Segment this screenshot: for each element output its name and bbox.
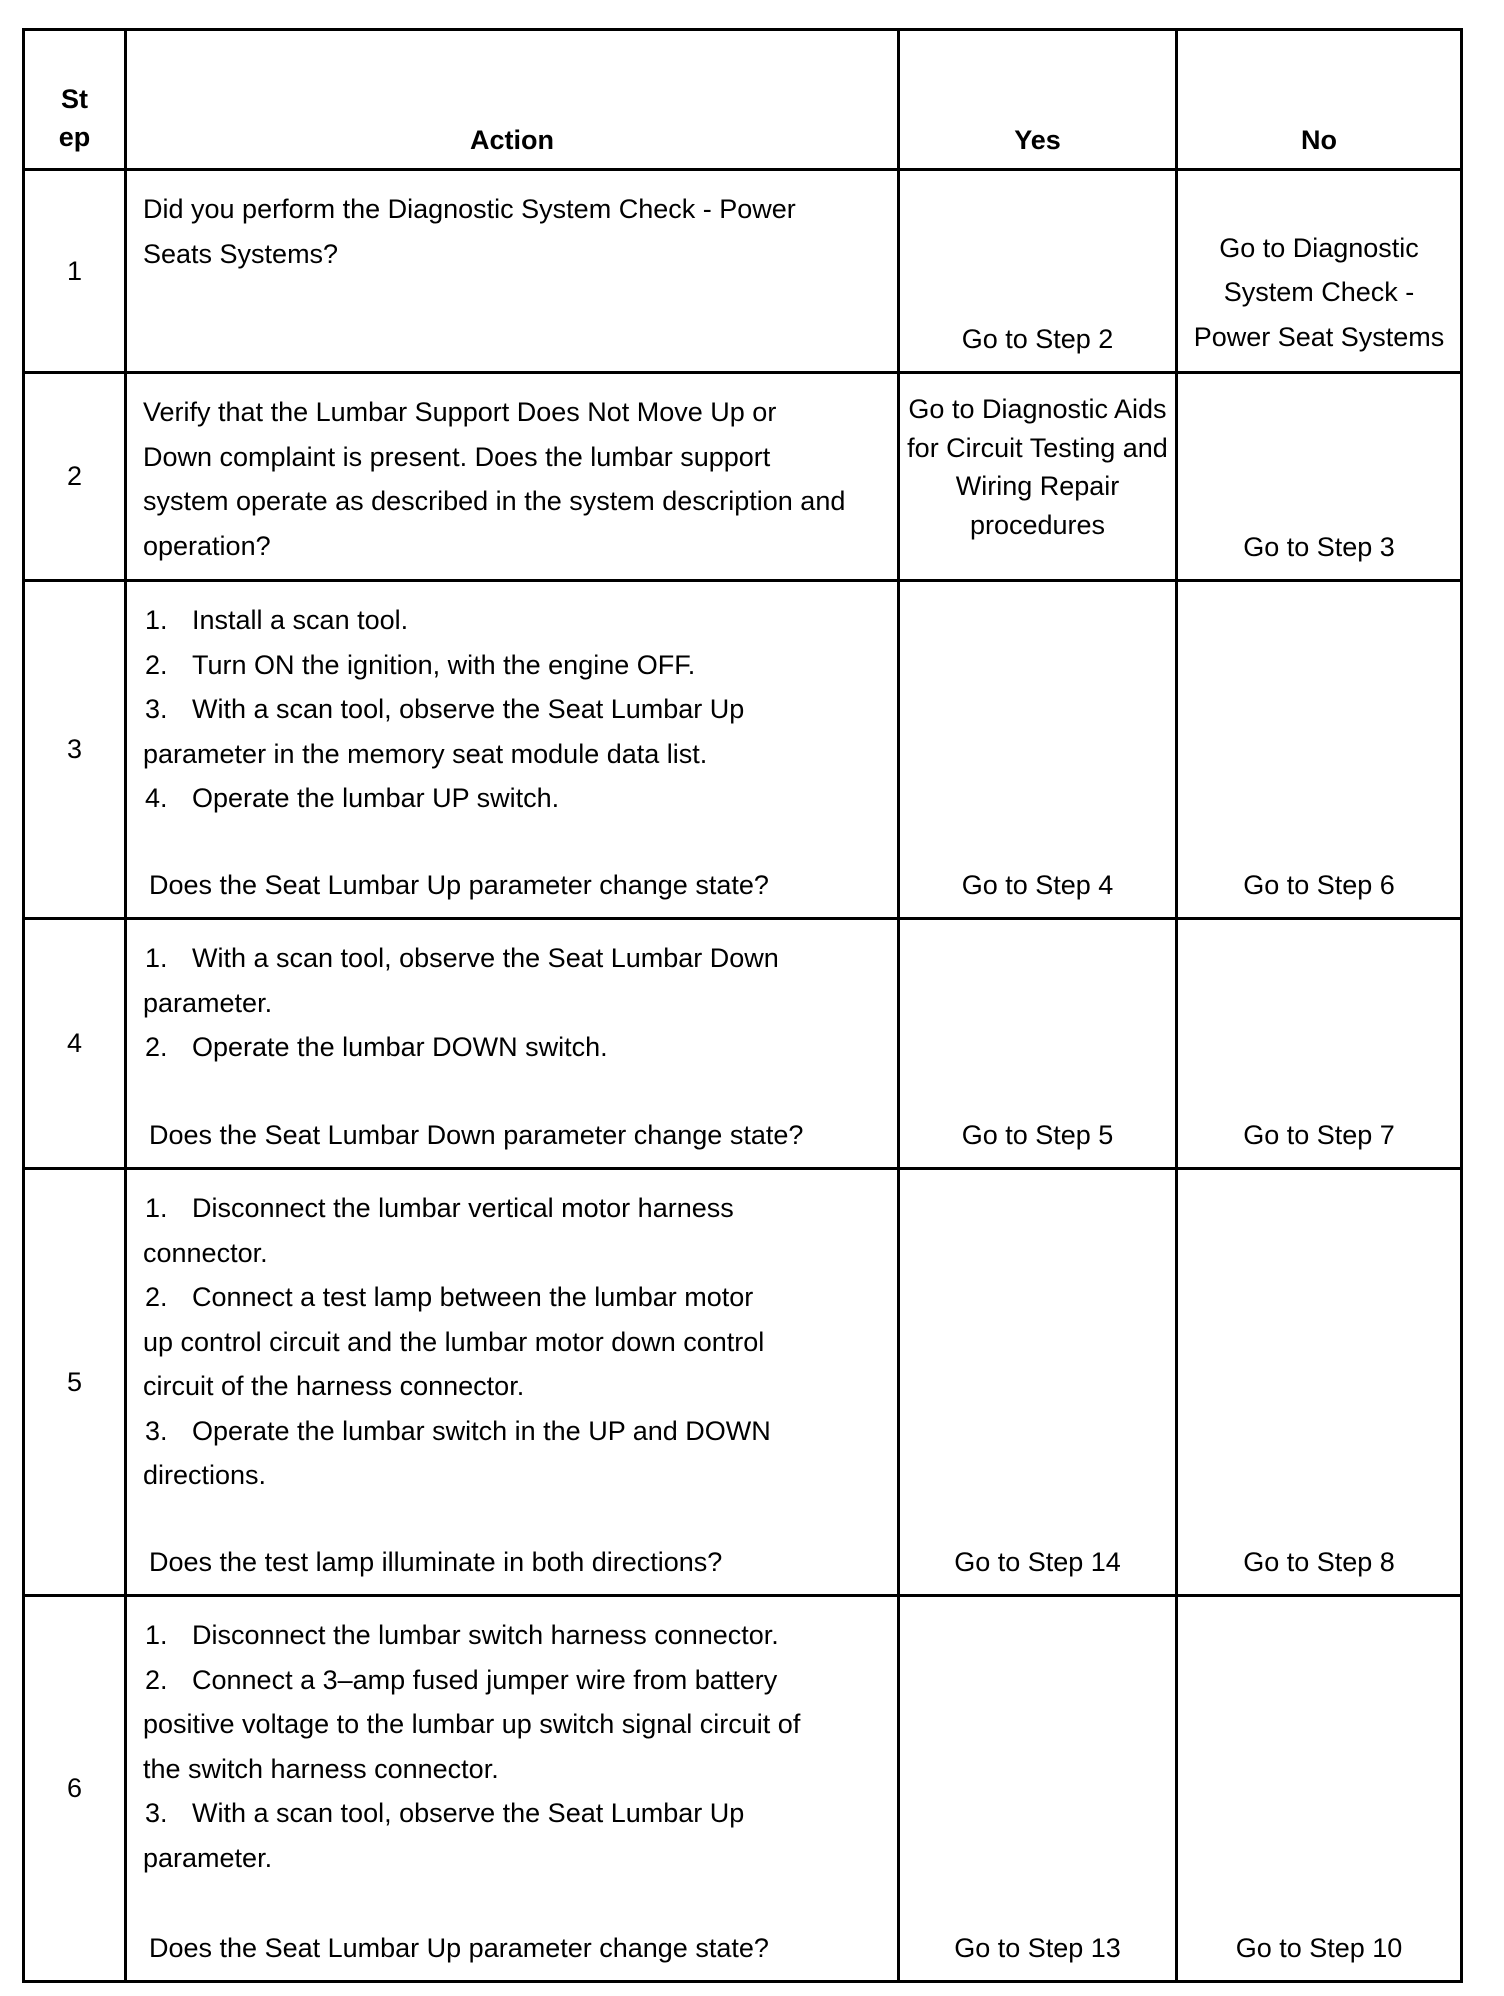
no-result: Go to Step 6 — [1243, 870, 1395, 900]
no-result: Go to Step 8 — [1243, 1547, 1395, 1577]
action-step-text: With a scan tool, observe the Seat Lumbar Down parameter. — [143, 943, 779, 1018]
action-text — [127, 374, 897, 568]
action-step-text: Operate the lumbar switch in the UP and DOWN directions. — [143, 1415, 771, 1490]
no-result: Go to Step 3 — [1243, 532, 1395, 562]
no-cell — [1177, 581, 1462, 919]
action-step-text: Install a scan tool. — [192, 605, 409, 635]
yes-content — [900, 171, 1175, 371]
action-content — [127, 1170, 897, 1594]
no-content — [1178, 1170, 1460, 1594]
yes-content — [900, 374, 1175, 579]
action-step-number: 3. — [145, 1415, 168, 1446]
yes-content — [900, 582, 1175, 917]
action-content — [127, 171, 897, 371]
action-step-number: 3. — [145, 694, 168, 724]
yes-cell — [899, 373, 1177, 581]
action-cell — [126, 1596, 899, 1982]
action-step-item — [143, 1409, 877, 1498]
step-number: 3 — [24, 581, 126, 919]
no-content — [1178, 374, 1460, 579]
step-row — [24, 1169, 1462, 1596]
action-step-item — [143, 687, 877, 776]
action-step-item — [143, 1791, 877, 1880]
action-step-item — [143, 936, 877, 1025]
yes-cell — [899, 1596, 1177, 1982]
action-step-text: Operate the lumbar DOWN switch. — [192, 1032, 608, 1062]
action-question: Does the Seat Lumbar Up parameter change state? — [149, 870, 769, 900]
action-content — [127, 582, 897, 917]
action-intro: Verify that the Lumbar Support Does Not Move Up or Down complaint is present. Does the lumbar support system operate as described in the system description and operation? — [143, 397, 846, 561]
action-step-number: 1. — [145, 605, 168, 635]
action-cell — [126, 581, 899, 919]
action-step-number: 1. — [145, 943, 168, 973]
action-question: Does the Seat Lumbar Down parameter change state? — [149, 1120, 804, 1150]
yes-cell — [899, 581, 1177, 919]
action-content — [127, 1597, 897, 1980]
action-step-text: Operate the lumbar UP switch. — [192, 783, 560, 813]
action-step-item — [143, 1025, 877, 1070]
action-text — [127, 171, 897, 276]
yes-result: Go to Step 13 — [954, 1933, 1121, 1963]
no-result: Go to Diagnostic System Check - Power Seat Systems — [1193, 232, 1445, 352]
yes-cell — [899, 919, 1177, 1169]
yes-cell — [899, 1169, 1177, 1596]
action-step-text: With a scan tool, observe the Seat Lumbar Up parameter in the memory seat module data list. — [143, 694, 745, 769]
yes-content — [900, 1170, 1175, 1594]
action-cell — [126, 919, 899, 1169]
no-content — [1178, 171, 1460, 371]
yes-result: Go to Diagnostic Aids for Circuit Testing and Wiring Repair procedures — [907, 394, 1168, 540]
step-row — [24, 170, 1462, 373]
step-number: 6 — [24, 1596, 126, 1982]
step-number: 5 — [24, 1169, 126, 1596]
action-step-text: Disconnect the lumbar vertical motor harness connector. — [143, 1193, 734, 1268]
step-row — [24, 919, 1462, 1169]
yes-content — [900, 920, 1175, 1167]
step-row — [24, 373, 1462, 581]
header-row — [24, 30, 1462, 170]
no-cell — [1177, 1169, 1462, 1596]
action-step-item — [143, 1186, 877, 1275]
yes-result: Go to Step 14 — [954, 1547, 1121, 1577]
action-cell — [126, 373, 899, 581]
action-step-text: With a scan tool, observe the Seat Lumbar Up parameter. — [143, 1798, 745, 1873]
action-step-item — [143, 776, 877, 821]
yes-result: Go to Step 4 — [961, 870, 1114, 900]
no-content — [1178, 920, 1460, 1167]
header-step — [24, 30, 126, 170]
action-step-number: 1. — [145, 1620, 168, 1650]
action-step-text: Connect a 3–amp fused jumper wire from battery positive voltage to the lumbar up switch signal circuit of the switch harness connector. — [143, 1664, 801, 1784]
action-step-text: Disconnect the lumbar switch harness connector. — [192, 1620, 779, 1650]
no-cell — [1177, 373, 1462, 581]
no-result: Go to Step 7 — [1243, 1120, 1395, 1150]
action-step-item — [143, 598, 877, 643]
action-step-item — [143, 1658, 877, 1792]
action-step-number: 2. — [145, 649, 168, 680]
action-cell — [126, 1169, 899, 1596]
no-cell — [1177, 919, 1462, 1169]
no-content — [1178, 1597, 1460, 1980]
header-step-text: St ep — [58, 84, 91, 152]
action-text — [127, 582, 897, 821]
action-step-text: Turn ON the ignition, with the engine OFF. — [192, 649, 696, 680]
diagnostic-table — [22, 28, 1463, 1983]
header-no: No — [1177, 30, 1462, 170]
action-step-item — [143, 643, 877, 688]
yes-result: Go to Step 2 — [961, 324, 1114, 354]
action-intro: Did you perform the Diagnostic System Check - Power Seats Systems? — [143, 194, 796, 269]
no-cell — [1177, 1596, 1462, 1982]
action-question: Does the test lamp illuminate in both directions? — [149, 1547, 723, 1577]
yes-cell — [899, 170, 1177, 373]
action-text — [127, 1597, 897, 1880]
action-step-number: 3. — [145, 1798, 168, 1828]
no-cell — [1177, 170, 1462, 373]
header-yes: Yes — [899, 30, 1177, 170]
action-step-number: 2. — [145, 1664, 168, 1695]
action-step-item — [143, 1275, 877, 1409]
step-row — [24, 1596, 1462, 1982]
action-text — [127, 920, 897, 1070]
action-step-number: 4. — [145, 783, 168, 813]
yes-content — [900, 1597, 1175, 1980]
action-step-number: 2. — [145, 1282, 168, 1312]
action-content — [127, 374, 897, 579]
step-row — [24, 581, 1462, 919]
yes-result: Go to Step 5 — [961, 1120, 1114, 1150]
action-question: Does the Seat Lumbar Up parameter change state? — [149, 1933, 769, 1963]
action-content — [127, 920, 897, 1167]
action-step-number: 2. — [145, 1032, 168, 1062]
step-number: 1 — [24, 170, 126, 373]
action-text — [127, 1170, 897, 1498]
no-content — [1178, 582, 1460, 917]
action-cell — [126, 170, 899, 373]
step-number: 2 — [24, 373, 126, 581]
header-action: Action — [126, 30, 899, 170]
action-step-text: Connect a test lamp between the lumbar motor up control circuit and the lumbar motor down control circuit of the harness connector. — [143, 1282, 765, 1401]
step-number: 4 — [24, 919, 126, 1169]
no-result: Go to Step 10 — [1235, 1933, 1403, 1963]
action-step-number: 1. — [145, 1193, 168, 1223]
action-step-item — [143, 1613, 877, 1658]
